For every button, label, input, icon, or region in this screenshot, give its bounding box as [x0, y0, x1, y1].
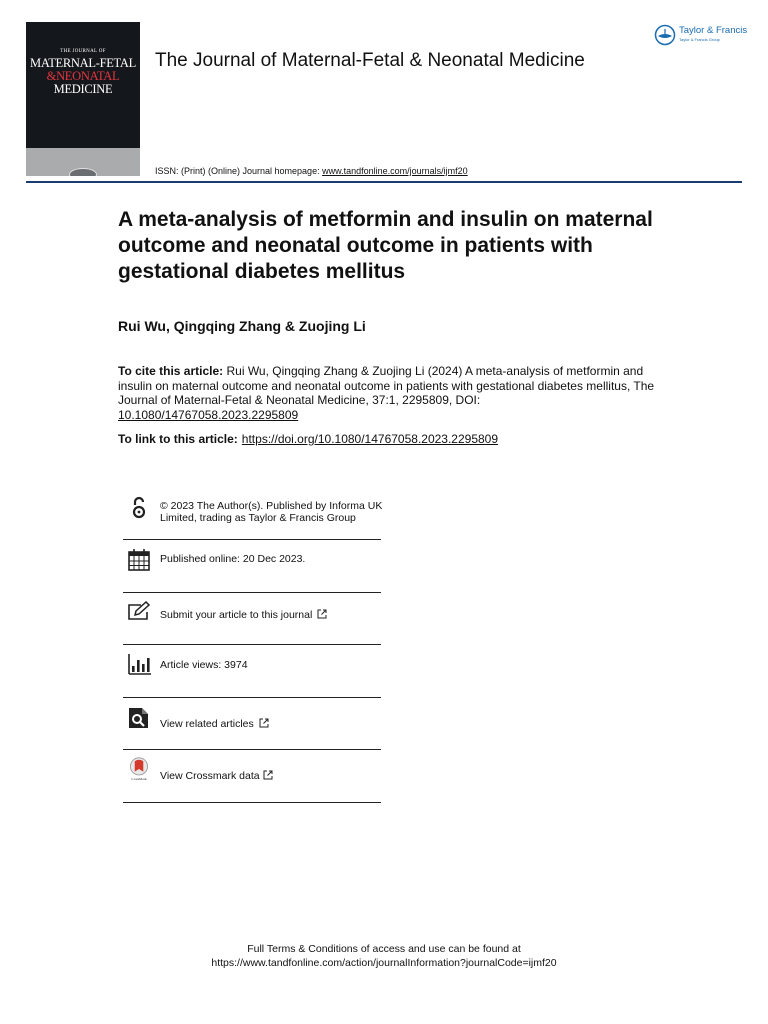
info-row-views: [123, 645, 381, 698]
edit-icon: [127, 601, 151, 625]
cover-line-1: MATERNAL-FETAL: [30, 56, 136, 70]
external-link-icon: [259, 718, 269, 728]
article-info-list: [123, 492, 381, 803]
cite-doi-link[interactable]: 10.1080/14767058.2023.2295809: [118, 407, 299, 422]
journal-cover: [26, 22, 140, 176]
issn-line: [155, 166, 468, 176]
cover-line-3: MEDICINE: [53, 82, 113, 96]
external-link-icon: [317, 609, 327, 619]
article-doi-link[interactable]: https://doi.org/10.1080/14767058.2023.2295809: [241, 432, 499, 446]
taylor-francis-icon: [654, 24, 676, 46]
info-row-submit[interactable]: [123, 593, 381, 645]
article-views: Article views: 3974: [160, 659, 248, 671]
article-title: A meta-analysis of metformin and insulin on maternal outcome and neonatal outcome in patients with gestational diabetes mellitus: [118, 208, 653, 283]
info-row-copyright: [123, 492, 381, 540]
journal-homepage-link[interactable]: www.tandfonline.com/journals/ijmf20: [322, 166, 468, 176]
crossmark-icon: [127, 757, 151, 781]
crossmark-label: View Crossmark data: [160, 770, 260, 782]
calendar-icon: [127, 548, 151, 572]
cite-text: Rui Wu, Qingqing Zhang & Zuojing Li (2024) A meta-analysis of metformin and insulin on maternal outcome and neonatal outcome in patients with gestational diabetes mellitus, The Journal of Maternal-Fetal & Neonatal Medicine, 37:1, 2295809, DOI:: [118, 364, 655, 408]
cite-label: To cite this article:: [118, 364, 224, 378]
article-authors: Rui Wu, Qingqing Zhang & Zuojing Li: [118, 318, 366, 334]
issn-text: ISSN: (Print) (Online) Journal homepage:: [155, 166, 323, 176]
journal-title: The Journal of Maternal-Fetal & Neonatal Medicine: [155, 50, 585, 71]
info-row-related[interactable]: [123, 698, 381, 750]
submit-label: Submit your article to this journal: [160, 609, 313, 621]
related-articles-icon: [127, 706, 151, 730]
info-row-published: [123, 540, 381, 593]
header-rule: [26, 181, 742, 183]
copyright-text: © 2023 The Author(s). Published by Informa UK Limited, trading as Taylor & Francis Group: [160, 500, 383, 524]
terms-footer: [0, 942, 768, 970]
terms-line-1: Full Terms & Conditions of access and use can be found at: [247, 943, 521, 955]
cover-grey-band: [26, 148, 140, 176]
submit-article-link[interactable]: [160, 609, 327, 621]
related-label: View related articles: [160, 718, 254, 730]
open-access-icon: [127, 496, 151, 520]
crossmark-link[interactable]: [160, 770, 273, 782]
publisher-logo[interactable]: [654, 22, 754, 48]
published-date: Published online: 20 Dec 2023.: [160, 553, 306, 565]
publisher-subname: Taylor & Francis Group: [679, 37, 720, 42]
external-link-icon: [263, 770, 273, 780]
article-link-line: [118, 432, 498, 446]
cover-logo-icon: [69, 168, 97, 176]
terms-url[interactable]: https://www.tandfonline.com/action/journalInformation?journalCode=ijmf20: [211, 957, 557, 969]
publisher-name: Taylor & Francis: [679, 25, 748, 36]
info-row-crossmark[interactable]: [123, 750, 381, 803]
cover-line-small: THE JOURNAL OF: [60, 49, 106, 54]
link-label: To link to this article:: [118, 432, 238, 446]
citation-block: [118, 364, 658, 422]
bar-chart-icon: [127, 652, 151, 676]
svg-text:CrossMark: CrossMark: [131, 777, 147, 781]
cover-line-2: &NEONATAL: [46, 69, 120, 83]
related-articles-link[interactable]: [160, 718, 269, 730]
